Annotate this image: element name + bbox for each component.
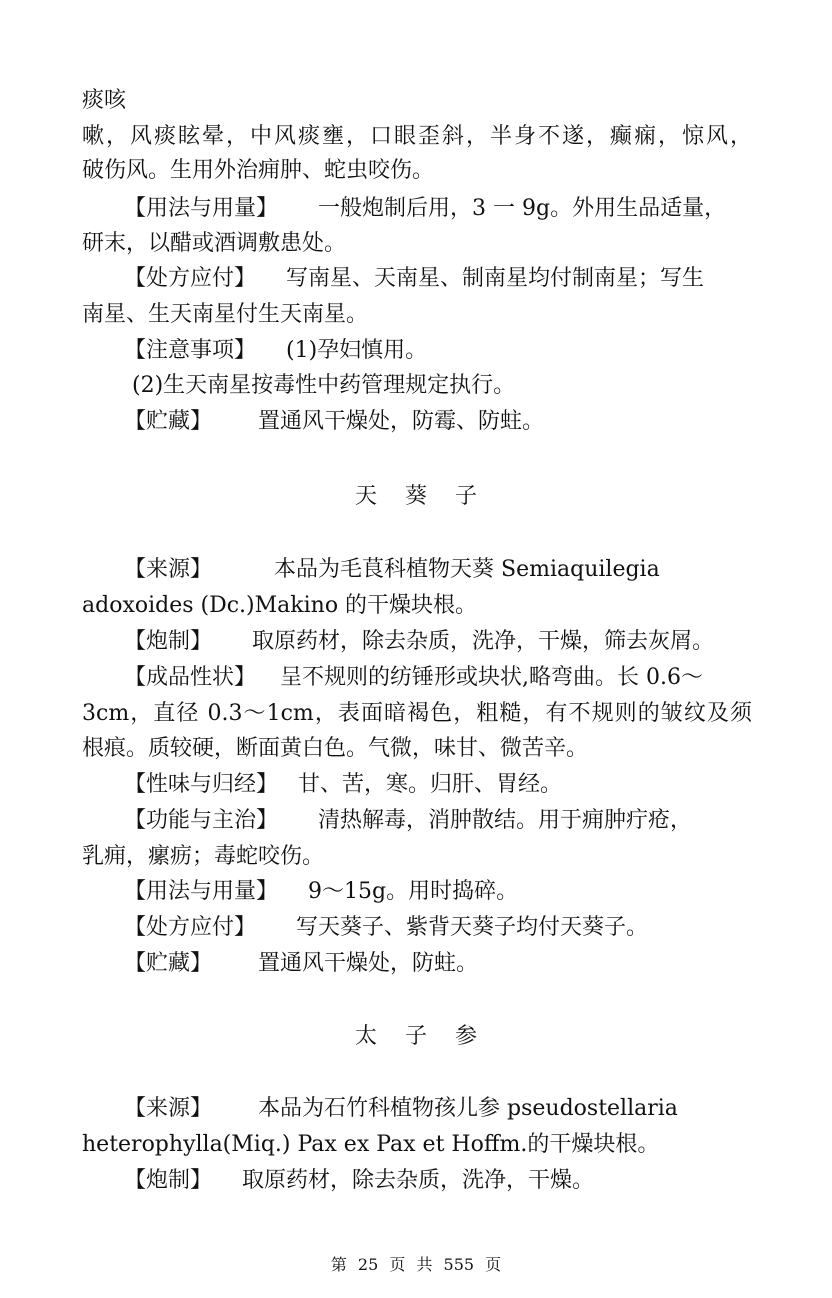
tiankuizi-storage-line — [124, 949, 752, 979]
section-text: 呈不规则的纺锤形或块状,略弯曲。长 0.6～ — [280, 665, 703, 690]
tiankuizi-usage-line — [124, 877, 752, 907]
section-title-tiankuizi: 天葵子 — [354, 484, 505, 509]
section-text: 本品为石竹科植物孩儿参 pseudostellaria — [258, 1096, 678, 1121]
nanxing-storage-line — [124, 407, 752, 437]
section-label: 【炮制】 — [124, 1168, 213, 1193]
section-text: 9～15g。用时捣碎。 — [308, 879, 519, 904]
tiankuizi-prescription-line — [124, 913, 752, 943]
section-text: 本品为毛茛科植物天葵 Semiaquilegia — [274, 557, 660, 582]
section-text: 甘、苦，寒。归肝、胃经。 — [298, 772, 563, 797]
tiankuizi-properties-line-2: 3cm，直径 0.3～1cm，表面暗褐色，粗糙，有不规则的皱纹及须 — [82, 701, 752, 726]
continuation-line-1: 痰咳 — [82, 88, 127, 113]
section-text: 置通风干燥处，防蛀。 — [258, 951, 479, 976]
section-text: 清热解毒，消肿散结。用于痈肿疔疮， — [318, 808, 693, 833]
taizishen-source-line-2: heterophylla(Miq.) Pax ex Pax et Hoffm.的干燥块根。 — [82, 1132, 660, 1157]
taizishen-processing-line — [124, 1166, 752, 1196]
section-label: 【贮藏】 — [124, 409, 213, 434]
taizishen-source-line-1 — [124, 1094, 752, 1124]
nanxing-prescription-line-2: 南星、生天南星付生天南星。 — [82, 302, 369, 327]
section-text: 写南星、天南星、制南星均付制南星；写生 — [286, 266, 705, 291]
tiankuizi-nature-line — [124, 770, 752, 800]
section-text: 取原药材，除去杂质，洗净，干燥，筛去灰屑。 — [252, 629, 715, 654]
section-title-taizishen: 太子参 — [354, 1024, 505, 1049]
section-label: 【炮制】 — [124, 629, 213, 654]
section-label: 【注意事项】 — [124, 338, 257, 363]
section-label: 【处方应付】 — [124, 915, 257, 940]
section-label: 【成品性状】 — [124, 665, 257, 690]
section-text: 一般炮制后用，3 一 9g。外用生品适量， — [318, 196, 727, 221]
nanxing-caution-line-2: (2)生天南星按毒性中药管理规定执行。 — [132, 373, 516, 398]
section-label: 【处方应付】 — [124, 266, 257, 291]
section-label: 【性味与归经】 — [124, 772, 279, 797]
tiankuizi-properties-line-3: 根痕。质较硬，断面黄白色。气微，味甘、微苦辛。 — [82, 736, 589, 761]
tiankuizi-source-line-2: adoxoides (Dc.)Makino 的干燥块根。 — [82, 593, 478, 618]
section-label: 【贮藏】 — [124, 951, 213, 976]
tiankuizi-processing-line — [124, 627, 752, 657]
nanxing-usage-line-2: 研末，以醋或酒调敷患处。 — [82, 231, 347, 256]
section-text: 写天葵子、紫背天葵子均付天葵子。 — [296, 915, 649, 940]
section-text: 取原药材，除去杂质，洗净，干燥。 — [242, 1168, 595, 1193]
section-text: 置通风干燥处，防霉、防蛀。 — [258, 409, 545, 434]
tiankuizi-properties-line-1 — [124, 663, 752, 693]
nanxing-prescription-line-1 — [124, 264, 752, 294]
tiankuizi-source-line-1 — [124, 555, 752, 585]
tiankuizi-function-line-2: 乳痈，瘰疬；毒蛇咬伤。 — [82, 844, 325, 869]
section-label: 【功能与主治】 — [124, 808, 279, 833]
nanxing-usage-line-1 — [124, 194, 752, 224]
section-label: 【来源】 — [124, 557, 213, 582]
continuation-line-3: 破伤风。生用外治痈肿、蛇虫咬伤。 — [82, 158, 435, 183]
continuation-line-2: 嗽，风痰眩晕，中风痰壅，口眼歪斜，半身不遂，癫痫，惊风， — [82, 124, 752, 149]
section-label: 【用法与用量】 — [124, 879, 279, 904]
section-text: (1)孕妇慎用。 — [286, 338, 428, 363]
section-label: 【用法与用量】 — [124, 196, 279, 221]
nanxing-caution-line-1 — [124, 336, 752, 366]
tiankuizi-function-line-1 — [124, 806, 752, 836]
page-footer: 第 25 页 共 555 页 — [330, 1255, 502, 1274]
section-label: 【来源】 — [124, 1096, 213, 1121]
